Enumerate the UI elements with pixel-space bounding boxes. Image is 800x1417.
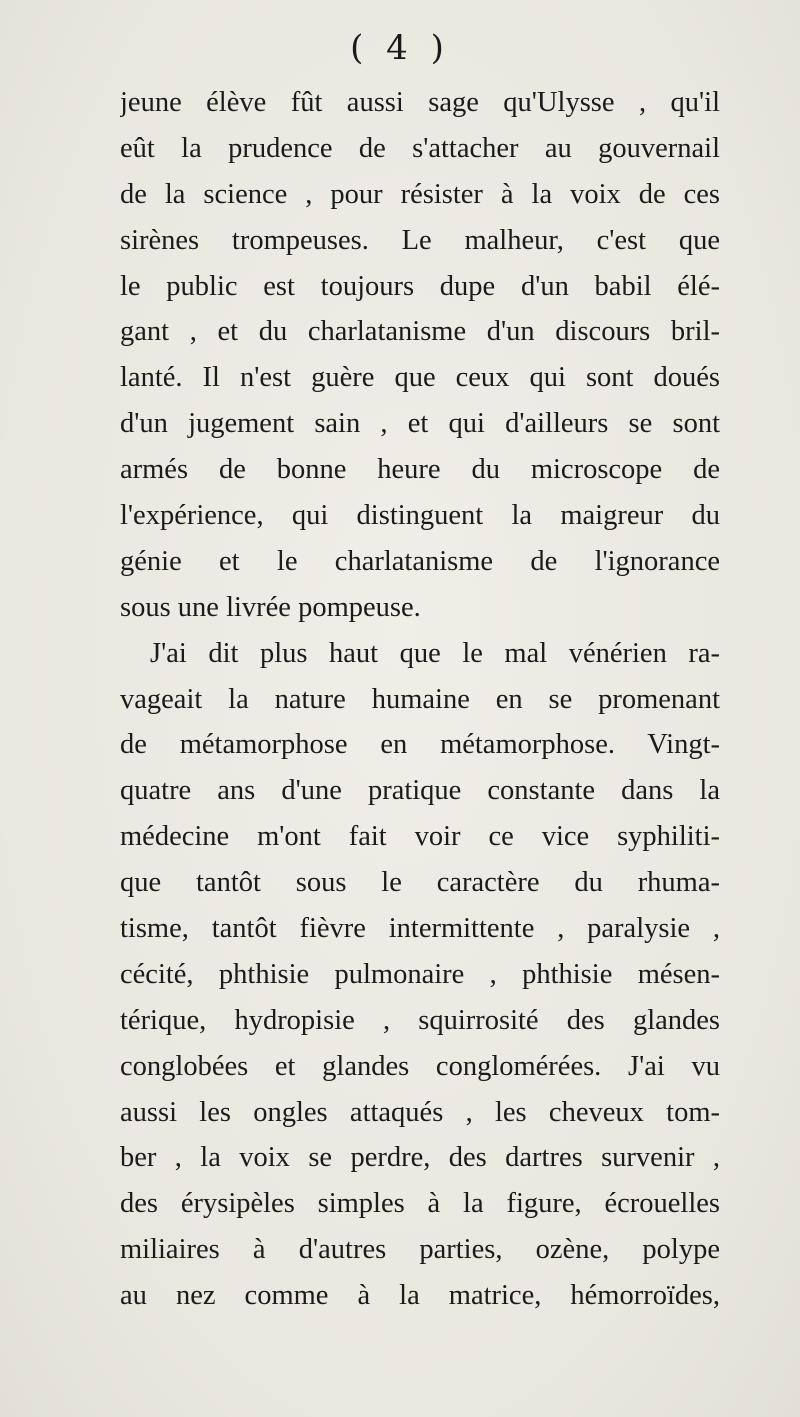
- paragraph-2: [120, 631, 720, 1319]
- text-line: conglobées et glandes conglomérées. J'ai vu: [120, 1050, 720, 1082]
- text-line: de métamorphose en métamorphose. Vingt-: [120, 729, 720, 761]
- text-line: cécité, phthisie pulmonaire , phthisie mésen-: [120, 958, 720, 990]
- text-line: sirènes trompeuses. Le malheur, c'est que: [120, 224, 720, 256]
- text-line: de la science , pour résister à la voix de ces: [120, 178, 720, 210]
- text-line: d'un jugement sain , et qui d'ailleurs se sont: [120, 408, 720, 440]
- text-line: gant , et du charlatanisme d'un discours bril-: [120, 316, 720, 348]
- text-line: eût la prudence de s'attacher au gouvernail: [120, 132, 720, 164]
- text-line: jeune élève fût aussi sage qu'Ulysse , qu'il: [120, 87, 720, 118]
- text-line: génie et le charlatanisme de l'ignorance: [120, 545, 720, 577]
- text-line: armés de bonne heure du microscope de: [120, 454, 720, 486]
- text-line: vageait la nature humaine en se promenant: [120, 683, 720, 715]
- text-line: aussi les ongles attaqués , les cheveux tom-: [120, 1096, 720, 1128]
- text-line: tisme, tantôt fièvre intermittente , paralysie ,: [120, 913, 720, 945]
- text-line: quatre ans d'une pratique constante dans la: [120, 775, 720, 807]
- text-line: sous une livrée pompeuse.: [120, 591, 421, 623]
- text-line: au nez comme à la matrice, hémorroïdes,: [120, 1280, 720, 1312]
- text-line: J'ai dit plus haut que le mal vénérien ra-: [150, 637, 720, 669]
- text-line: que tantôt sous le caractère du rhuma-: [120, 867, 720, 899]
- text-line: miliaires à d'autres parties, ozène, polype: [120, 1234, 720, 1266]
- text-line: térique, hydropisie , squirrosité des glandes: [120, 1004, 720, 1036]
- page-number: ( 4 ): [350, 28, 450, 68]
- text-line: des érysipèles simples à la figure, écrouelles: [120, 1188, 720, 1220]
- text-line: le public est toujours dupe d'un babil élé-: [120, 270, 720, 302]
- text-line: l'expérience, qui distinguent la maigreur du: [120, 500, 720, 532]
- paragraph-1: [120, 80, 720, 631]
- body-text: [120, 80, 720, 1319]
- text-line: lanté. Il n'est guère que ceux qui sont doués: [120, 362, 720, 394]
- text-line: médecine m'ont fait voir ce vice syphiliti-: [120, 821, 720, 853]
- text-line: ber , la voix se perdre, des dartres survenir ,: [120, 1142, 720, 1174]
